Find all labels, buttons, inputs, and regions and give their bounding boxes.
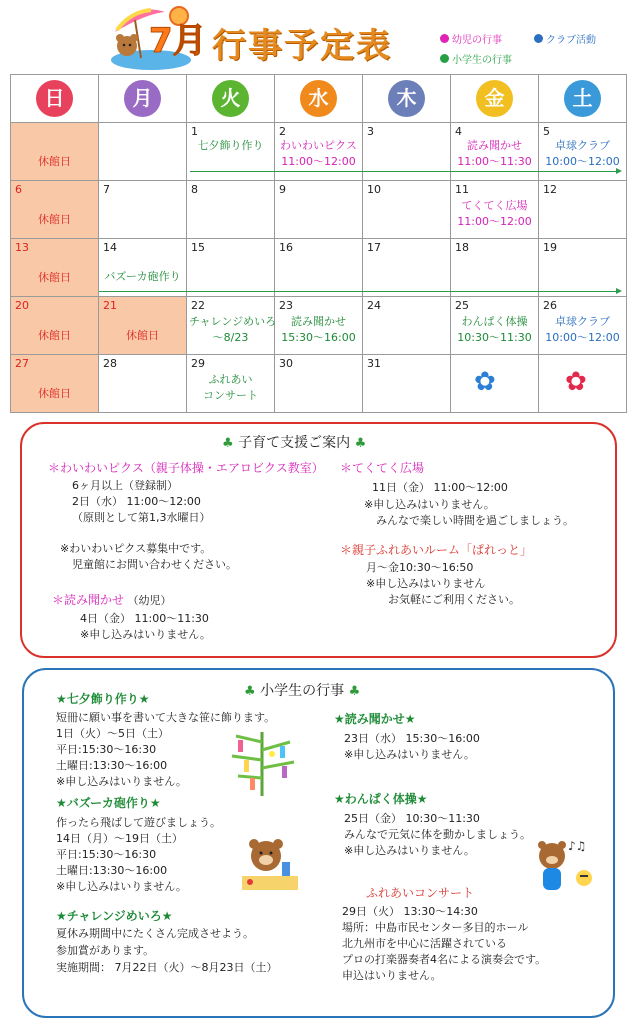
- day-number: 6: [15, 183, 22, 196]
- weekday-header-cell: [451, 75, 539, 123]
- tanabata-line: ※申し込みはいりません。: [56, 775, 187, 788]
- closed-day-label: 休館日: [126, 329, 159, 342]
- day-number: 20: [15, 299, 29, 312]
- calendar-event: 読み聞かせ: [467, 139, 522, 152]
- weekday-label: 木: [388, 80, 425, 117]
- calendar-day-cell: [11, 297, 99, 355]
- bazooka-line: 平日:15:30～16:30: [56, 848, 157, 861]
- day-number: 5: [543, 125, 550, 138]
- meiro-line: 実施期間： 7月22日（火）～8月23日（土）: [56, 961, 278, 974]
- calendar-day-cell: [11, 239, 99, 297]
- clover-icon: ♣: [354, 436, 367, 451]
- day-number: 31: [367, 357, 381, 370]
- event-period-arrow: [99, 291, 620, 292]
- tanabata-heading: ★七夕飾り作り★: [56, 692, 150, 706]
- day-number: 21: [103, 299, 117, 312]
- meiro-line: 夏休み期間中にたくさん完成させよう。: [56, 927, 254, 940]
- bear-crafting-icon: [236, 834, 302, 894]
- calendar-event: 読み聞かせ: [291, 315, 346, 328]
- beach-bear-icon: [105, 2, 207, 72]
- closed-day-label: 休館日: [38, 155, 71, 168]
- bazooka-line: 作ったら飛ばして遊びましょう。: [56, 816, 221, 829]
- weekday-header-cell: [539, 75, 627, 123]
- tekuteku-line: ※申し込みはいりません。: [364, 498, 495, 511]
- concert-heading: ふれあいコンサート: [366, 886, 475, 900]
- weekday-header-cell: [275, 75, 363, 123]
- calendar-day-cell: [11, 181, 99, 239]
- calendar-event: 11:00～12:00: [281, 155, 356, 168]
- hibiscus-red-icon: ✿: [565, 367, 587, 397]
- calendar-day-cell: [99, 181, 187, 239]
- bamboo-decoration-icon: [224, 728, 300, 798]
- support-title-text: 子育て支援ご案内: [238, 435, 351, 451]
- bazooka-line: 土曜日:13:30～16:00: [56, 864, 168, 877]
- calendar-event: わいわいピクス: [280, 139, 357, 152]
- day-number: 19: [543, 241, 557, 254]
- weekday-label: 日: [36, 80, 73, 117]
- wanpaku-line: みんなで元気に体を動かしましょう。: [344, 828, 531, 841]
- day-number: 12: [543, 183, 557, 196]
- elementary-box-title: [244, 680, 360, 700]
- event-period-arrow: [190, 171, 620, 172]
- calendar-event: わんぱく体操: [461, 315, 528, 328]
- calendar-day-cell: [187, 239, 275, 297]
- room-heading: ＊親子ふれあいルーム「ぱれっと」: [340, 543, 533, 557]
- closed-day-label: 休館日: [38, 213, 71, 226]
- calendar-day-cell: [363, 239, 451, 297]
- day-number: 29: [191, 357, 205, 370]
- month-badge: [105, 2, 207, 72]
- clover-icon: ♣: [244, 684, 256, 699]
- calendar-day-cell: [187, 297, 275, 355]
- waiwai-line: 2日（水） 11:00～12:00: [72, 495, 201, 508]
- calendar-event: てくてく広場: [461, 199, 528, 212]
- calendar-day-cell: [99, 123, 187, 181]
- calendar-day-cell: [539, 239, 627, 297]
- calendar-week-row: [11, 355, 627, 413]
- day-number: 13: [15, 241, 29, 254]
- calendar-event: コンサート: [203, 389, 258, 402]
- calendar-day-cell: [363, 355, 451, 413]
- calendar-week-row: [11, 239, 627, 297]
- calendar-day-cell: [363, 181, 451, 239]
- legend-dot: [534, 34, 543, 43]
- page-title: 行事予定表: [212, 26, 392, 66]
- preschool-reading-line: ※申し込みはいりません。: [80, 628, 211, 641]
- legend-item-club: [534, 31, 596, 46]
- waiwai-line: （原則として第1,3水曜日）: [72, 511, 211, 524]
- day-number: 23: [279, 299, 293, 312]
- day-number: 8: [191, 183, 198, 196]
- clover-icon: ♣: [222, 436, 234, 451]
- legend-dot: [440, 54, 449, 63]
- preschool-reading-line: 4日（金） 11:00～11:30: [80, 612, 209, 625]
- day-number: 14: [103, 241, 117, 254]
- calendar-event: 卓球クラブ: [555, 315, 610, 328]
- reading-heading: ★読み聞かせ★: [334, 712, 416, 726]
- weekday-label: 水: [300, 80, 337, 117]
- wanpaku-line: ※申し込みはいりません。: [344, 844, 475, 857]
- calendar-event: 15:30～16:00: [281, 331, 356, 344]
- calendar-day-cell: [539, 297, 627, 355]
- calendar-day-cell: [451, 181, 539, 239]
- preschool-reading-sub: （幼児）: [127, 594, 172, 607]
- day-number: 27: [15, 357, 29, 370]
- room-line: お気軽にご利用ください。: [388, 593, 520, 606]
- tekuteku-line: 11日（金） 11:00～12:00: [372, 481, 508, 494]
- weekday-header-cell: [11, 75, 99, 123]
- calendar-day-cell: [275, 355, 363, 413]
- calendar-day-cell: [275, 181, 363, 239]
- legend-item-elementary: [440, 51, 512, 66]
- concert-line: 29日（火） 13:30～14:30: [342, 905, 478, 918]
- day-number: 30: [279, 357, 293, 370]
- day-number: 22: [191, 299, 205, 312]
- hibiscus-blue-icon: ✿: [474, 367, 496, 397]
- room-line: ※申し込みはいりません: [366, 577, 486, 590]
- bazooka-line: ※申し込みはいりません。: [56, 880, 187, 893]
- bazooka-line: 14日（月）～19日（土）: [56, 832, 183, 845]
- calendar-day-cell: [363, 297, 451, 355]
- day-number: 24: [367, 299, 381, 312]
- calendar-day-cell: [275, 239, 363, 297]
- weekday-label: 金: [476, 80, 513, 117]
- wanpaku-line: 25日（金） 10:30～11:30: [344, 812, 480, 825]
- weekday-label: 土: [564, 80, 601, 117]
- waiwai-note: 児童館にお問い合わせください。: [72, 558, 237, 571]
- bear-conductor-icon: [526, 836, 606, 900]
- calendar-event: 10:30～11:30: [457, 331, 532, 344]
- elementary-title-text: 小学生の行事: [260, 683, 345, 699]
- weekday-header-row: [11, 75, 627, 123]
- calendar-event: 11:00～11:30: [457, 155, 532, 168]
- calendar-day-cell: [187, 355, 275, 413]
- calendar-day-cell: [99, 355, 187, 413]
- waiwai-heading: ＊わいわいピクス（親子体操・エアロビクス教室）: [48, 461, 324, 475]
- reading-line: ※申し込みはいりません。: [344, 748, 475, 761]
- tekuteku-line: みんなで楽しい時間を過ごしましょう。: [376, 514, 574, 527]
- calendar-day-cell: [275, 297, 363, 355]
- day-number: 1: [191, 125, 198, 138]
- calendar-event: 10:00～12:00: [545, 155, 620, 168]
- support-box-title: [222, 432, 366, 452]
- calendar-event: バズーカ砲作り: [104, 270, 181, 283]
- wanpaku-heading: ★わんぱく体操★: [334, 792, 428, 806]
- calendar-event: 10:00～12:00: [545, 331, 620, 344]
- calendar-day-cell: [11, 123, 99, 181]
- calendar-event: ～8/23: [212, 331, 249, 344]
- calendar-table: [10, 74, 627, 413]
- support-info-box: [20, 422, 617, 658]
- day-number: 15: [191, 241, 205, 254]
- day-number: 18: [455, 241, 469, 254]
- weekday-label: 火: [212, 80, 249, 117]
- preschool-reading-title: ＊読み聞かせ: [52, 593, 125, 607]
- calendar-event: 卓球クラブ: [555, 139, 610, 152]
- preschool-reading-heading: [52, 593, 172, 608]
- calendar-day-cell: [451, 297, 539, 355]
- closed-day-label: 休館日: [38, 387, 71, 400]
- day-number: 9: [279, 183, 286, 196]
- calendar-day-cell: [11, 355, 99, 413]
- calendar-event: ふれあい: [208, 373, 253, 386]
- waiwai-line: 6ヶ月以上（登録制）: [72, 479, 178, 492]
- legend-label: 幼児の行事: [452, 35, 502, 46]
- calendar-event: 七夕飾り作り: [197, 139, 264, 152]
- calendar-day-cell: [187, 181, 275, 239]
- bazooka-heading: ★バズーカ砲作り★: [56, 796, 161, 810]
- clover-icon: ♣: [348, 684, 361, 699]
- closed-day-label: 休館日: [38, 329, 71, 342]
- weekday-header-cell: [187, 75, 275, 123]
- day-number: 4: [455, 125, 462, 138]
- room-line: 月～金10:30～16:50: [366, 561, 474, 574]
- day-number: 16: [279, 241, 293, 254]
- calendar-day-cell: [99, 239, 187, 297]
- tanabata-line: 短冊に願い事を書いて大きな笹に飾ります。: [56, 711, 276, 724]
- calendar-week-row: [11, 181, 627, 239]
- day-number: 3: [367, 125, 374, 138]
- tanabata-line: 1日（火）～5日（土）: [56, 727, 169, 740]
- day-number: 11: [455, 183, 469, 196]
- concert-line: 申込はいりません。: [342, 969, 442, 982]
- day-number: 10: [367, 183, 381, 196]
- meiro-heading: ★チャレンジめいろ★: [56, 909, 173, 923]
- legend-label: 小学生の行事: [452, 55, 512, 66]
- calendar-day-cell: [539, 181, 627, 239]
- closed-day-label: 休館日: [38, 271, 71, 284]
- legend-item-preschool: [440, 31, 502, 46]
- day-number: 7: [103, 183, 110, 196]
- concert-line: 場所：中島市民センター多目的ホール: [342, 921, 529, 934]
- weekday-header-cell: [99, 75, 187, 123]
- calendar-day-cell: [451, 239, 539, 297]
- weekday-header-cell: [363, 75, 451, 123]
- calendar-event: 11:00～12:00: [457, 215, 532, 228]
- tekuteku-heading: ＊てくてく広場: [340, 461, 425, 475]
- concert-line: プロの打楽器奏者4名による演奏会です。: [342, 953, 547, 966]
- legend-label: クラブ活動: [546, 35, 596, 46]
- reading-line: 23日（水） 15:30～16:00: [344, 732, 480, 745]
- tanabata-line: 平日:15:30～16:30: [56, 743, 157, 756]
- meiro-line: 参加賞があります。: [56, 944, 155, 957]
- svg-text:♪♫: ♪♫: [568, 839, 587, 853]
- day-number: 25: [455, 299, 469, 312]
- concert-line: 北九州市を中心に活躍されている: [342, 937, 507, 950]
- calendar-day-cell: [99, 297, 187, 355]
- calendar-week-row: [11, 297, 627, 355]
- day-number: 17: [367, 241, 381, 254]
- waiwai-note: ※わいわいピクス募集中です。: [60, 542, 212, 555]
- day-number: 26: [543, 299, 557, 312]
- elementary-events-box: [22, 668, 615, 1018]
- month-number: 7月: [149, 21, 207, 61]
- legend-dot: [440, 34, 449, 43]
- calendar-event: チャレンジめいろ: [189, 315, 277, 328]
- weekday-label: 月: [124, 80, 161, 117]
- tanabata-line: 土曜日:13:30～16:00: [56, 759, 168, 772]
- day-number: 28: [103, 357, 117, 370]
- day-number: 2: [279, 125, 286, 138]
